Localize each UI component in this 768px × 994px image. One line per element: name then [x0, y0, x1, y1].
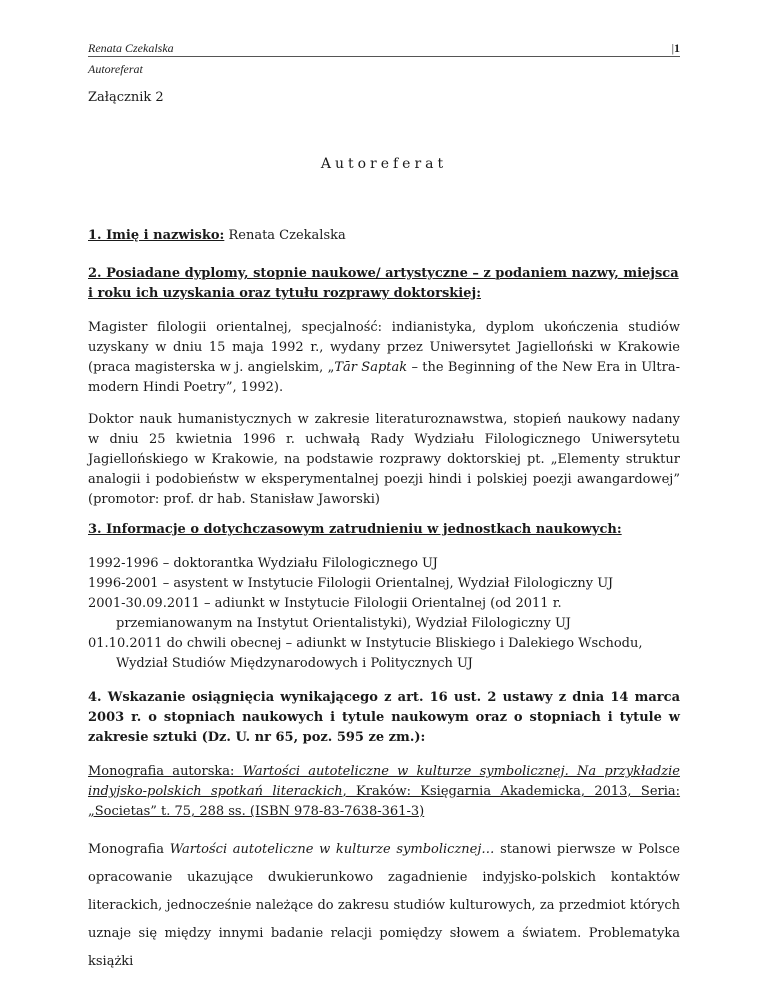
- monograph-label: Monografia autorska:: [88, 764, 243, 779]
- list-item: 2001-30.09.2011 – adiunkt w Instytucie Filologii Orientalnej (od 2011 r. przemianowanym na Instytut Orientalistyki), Wydział Filologiczny UJ: [88, 596, 571, 631]
- s2-p1-text-a: Magister filologii orientalnej, specjalność: indianistyka, dyplom ukończenia studiów uzyskany w dniu 15 maja 1992 r., wydany przez Uniwersytet Jagielloński w Krakowie (praca magisterska w j. angielskim, „: [88, 320, 680, 375]
- page-number: 1: [674, 41, 680, 55]
- header-author: Renata Czekalska: [88, 41, 174, 55]
- section-1-value: Renata Czekalska: [224, 228, 346, 243]
- header-doc-type: Autoreferat: [88, 62, 143, 76]
- document-title: Autoreferat: [320, 156, 448, 172]
- monograph-details: , Kraków: Księgarnia Akademicka, 2013, Seria: „Societas” t. 75, 288 ss. (ISBN 978-83-7638-361-3): [88, 784, 681, 819]
- list-item: 1996-2001 – asystent w Instytucie Filologii Orientalnej, Wydział Filologiczny UJ: [88, 576, 614, 591]
- section-2-heading: 2. Posiadane dyplomy, stopnie naukowe/ artystyczne – z podaniem nazwy, miejsca i roku ich uzyskania oraz tytułu rozprawy doktorskiej:: [88, 266, 679, 301]
- list-item: 01.10.2011 do chwili obecnej – adiunkt w Instytucie Bliskiego i Dalekiego Wschodu, Wydział Studiów Międzynarodowych i Politycznych UJ: [88, 636, 643, 671]
- s2-p1-text-b: – the Beginning of the New Era in Ultra-modern Hindi Poetry”, 1992).: [88, 360, 681, 395]
- list-item: 1992-1996 – doktorantka Wydziału Filologicznego UJ: [88, 556, 438, 571]
- desc-italic: Wartości autoteliczne w kulturze symbolicznej…: [169, 842, 495, 857]
- section-1: [88, 226, 680, 246]
- page-separator: |: [671, 41, 674, 55]
- attachment-label: Załącznik 2: [88, 90, 164, 105]
- document-body: [88, 88, 680, 976]
- page-number-block: [672, 40, 680, 57]
- desc-text-b: stanowi pierwsze w Polsce opracowanie ukazujące dwukierunkowo zagadnienie indyjsko-polskich kontaktów literackich, jednocześnie należące do zakresu studiów kulturowych, za przedmiot których uznaje się między innymi badanie relacji pomiędzy słowem a światem. Problematyka książki: [88, 842, 680, 969]
- section-1-label: 1. Imię i nazwisko:: [88, 228, 225, 243]
- desc-text-a: Monografia: [88, 842, 170, 857]
- section-2-paragraph-1: [88, 318, 680, 398]
- monograph-title: Wartości autoteliczne w kulturze symbolicznej. Na przykładzie indyjsko-polskich spotkań literackich: [88, 764, 680, 799]
- running-header: [88, 40, 174, 78]
- section-2-paragraph-2: Doktor nauk humanistycznych w zakresie literaturoznawstwa, stopień naukowy nadany w dniu 25 kwietnia 1996 r. uchwałą Rady Wydziału Filologicznego Uniwersytetu Jagiellońskiego w Krakowie, na podstawie rozprawy doktorskiej pt. „Elementy struktur analogii i podobieństw w eksperymentalnej poezji hindi i polskiej poezji awangardowej” (promotor: prof. dr hab. Stanisław Jaworski): [88, 412, 680, 507]
- section-3-heading: 3. Informacje o dotychczasowym zatrudnieniu w jednostkach naukowych:: [88, 522, 622, 537]
- monograph-citation: [88, 762, 680, 822]
- section-4-heading: 4. Wskazanie osiągnięcia wynikającego z art. 16 ust. 2 ustawy z dnia 14 marca 2003 r. o stopniach naukowych i tytule naukowym oraz o stopniach i tytule w zakresie sztuki (Dz. U. nr 65, poz. 595 ze zm.):: [88, 690, 680, 745]
- monograph-description: [88, 836, 680, 976]
- employment-list: [88, 554, 680, 674]
- header-rule: [88, 56, 680, 57]
- s2-p1-italic: Tār Saptak: [334, 360, 408, 375]
